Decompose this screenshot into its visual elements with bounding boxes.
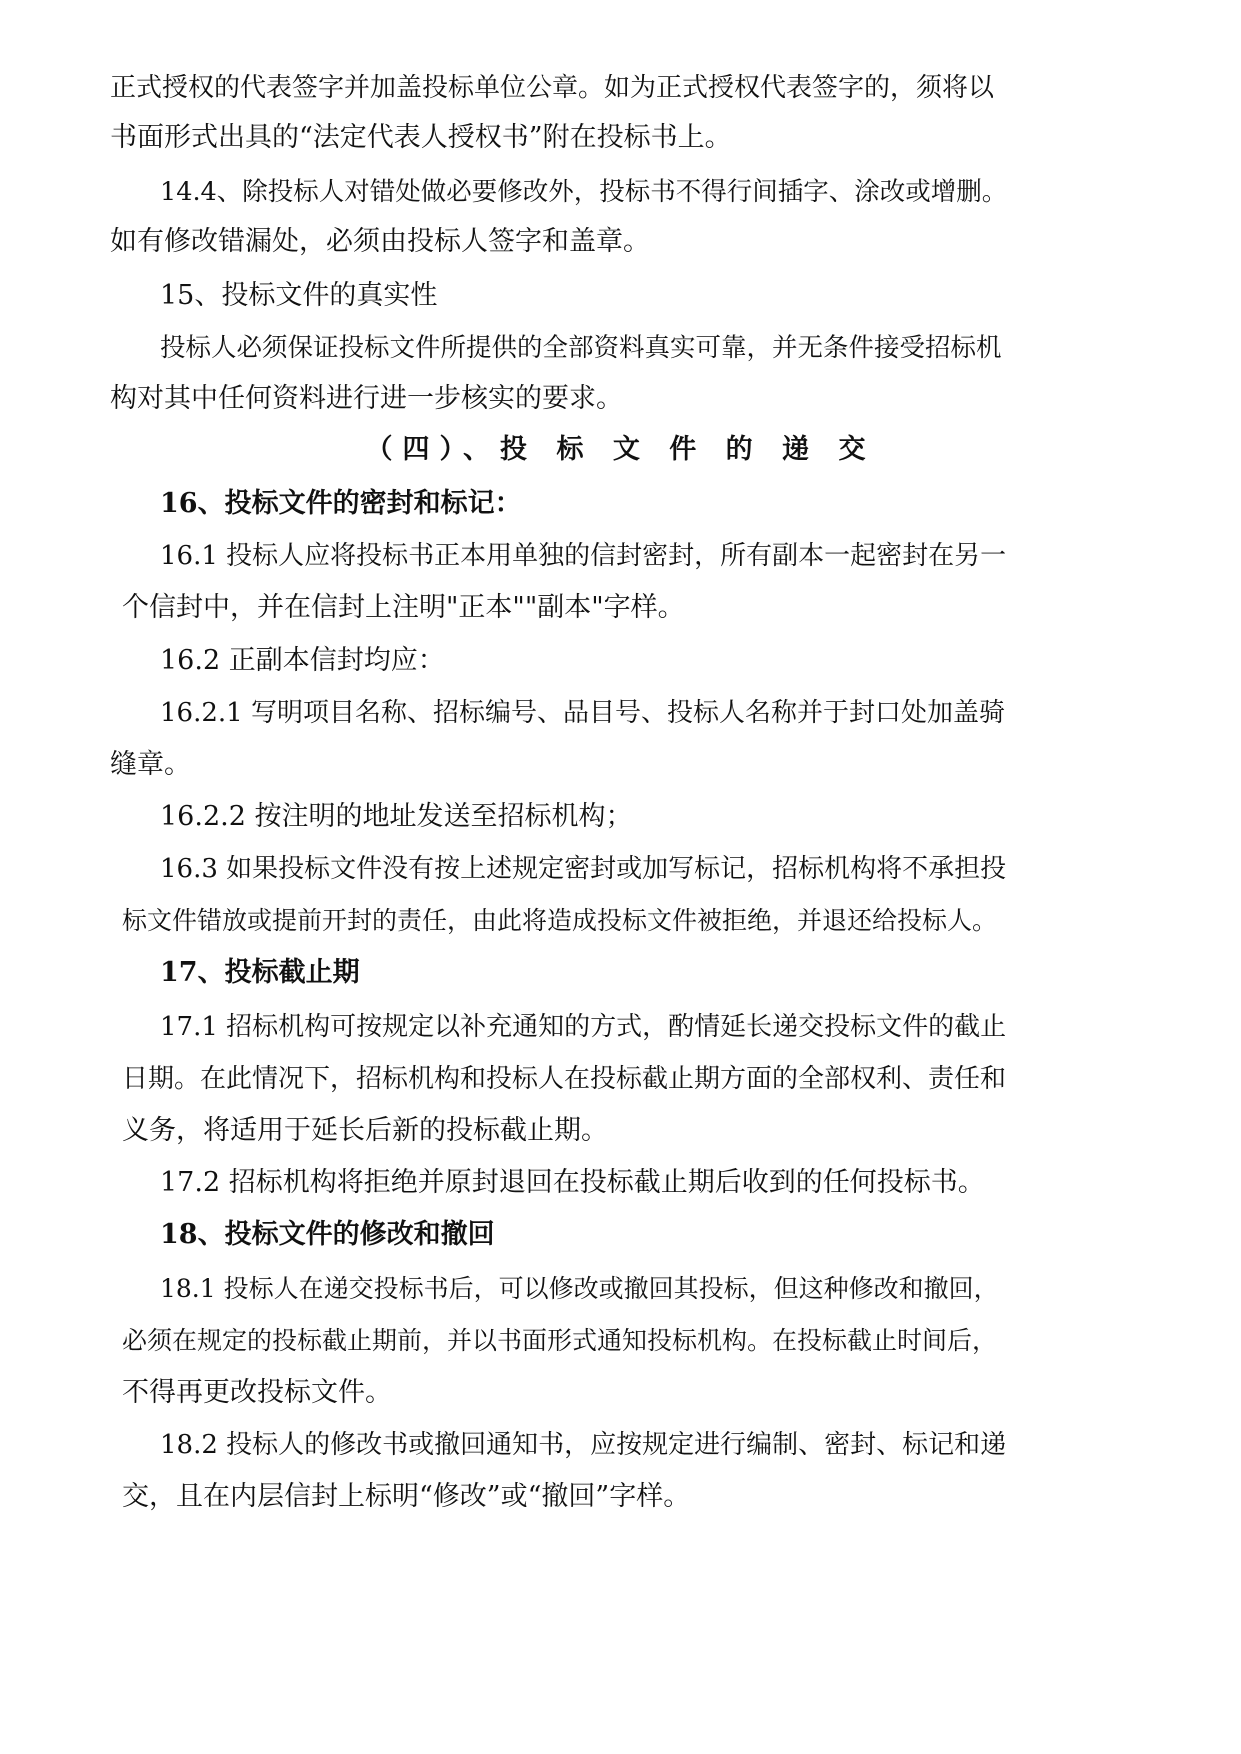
section-title: 16、投标文件的密封和标记： xyxy=(160,488,522,519)
paragraph-line: 必须在规定的投标截止期前，并以书面形式通知投标机构。在投标截止时间后， xyxy=(122,1326,998,1355)
paragraph-line: 不得再更改投标文件。 xyxy=(122,1377,392,1408)
paragraph-line: 标文件错放或提前开封的责任，由此将造成投标文件被拒绝，并退还给投标人。 xyxy=(122,906,998,935)
paragraph-line: 14.4、除投标人对错处做必要修改外，投标书不得行间插字、涂改或增删。 xyxy=(160,177,1008,207)
paragraph-line: 正式授权的代表签字并加盖投标单位公章。如为正式授权代表签字的，须将以 xyxy=(110,73,995,103)
paragraph-line: 如有修改错漏处，必须由投标人签字和盖章。 xyxy=(110,226,650,257)
section-title: 17、投标截止期 xyxy=(160,957,360,988)
paragraph-line: 书面形式出具的“法定代表人授权书”附在投标书上。 xyxy=(110,122,732,153)
paragraph-line: 18.2 投标人的修改书或撤回通知书，应按规定进行编制、密封、标记和递 xyxy=(160,1430,1007,1460)
paragraph-line: 投标人必须保证投标文件所提供的全部资料真实可靠，并无条件接受招标机 xyxy=(160,333,1002,363)
paragraph-line: 16.2 正副本信封均应： xyxy=(160,645,445,676)
chapter-heading: （四）、投 标 文 件 的 递 交 xyxy=(365,434,876,465)
paragraph-line: 17.1 招标机构可按规定以补充通知的方式，酌情延长递交投标文件的截止 xyxy=(160,1012,1007,1042)
paragraph-line: 构对其中任何资料进行进一步核实的要求。 xyxy=(110,383,623,414)
paragraph-line: 缝章。 xyxy=(110,749,191,780)
paragraph-line: 16.1 投标人应将投标书正本用单独的信封密封，所有副本一起密封在另一 xyxy=(160,541,1007,571)
paragraph-line: 16.2.1 写明项目名称、招标编号、品目号、投标人名称并于封口处加盖骑 xyxy=(160,698,1005,728)
paragraph-line: 日期。在此情况下，招标机构和投标人在投标截止期方面的全部权利、责任和 xyxy=(122,1064,1007,1094)
paragraph-line: 16.2.2 按注明的地址发送至招标机构； xyxy=(160,801,633,832)
paragraph-line: 义务，将适用于延长后新的投标截止期。 xyxy=(122,1115,608,1146)
paragraph-line: 18.1 投标人在递交投标书后，可以修改或撤回其投标，但这种修改和撤回， xyxy=(160,1274,999,1303)
paragraph-line: 16.3 如果投标文件没有按上述规定密封或加写标记，招标机构将不承担投 xyxy=(160,854,1007,884)
section-title: 18、投标文件的修改和撤回 xyxy=(160,1219,495,1250)
paragraph-line: 个信封中，并在信封上注明"正本""副本"字样。 xyxy=(122,592,685,623)
section-title: 15、投标文件的真实性 xyxy=(160,280,438,311)
paragraph-line: 17.2 招标机构将拒绝并原封退回在投标截止期后收到的任何投标书。 xyxy=(160,1167,985,1198)
paragraph-line: 交，且在内层信封上标明“修改”或“撤回”字样。 xyxy=(122,1481,691,1512)
